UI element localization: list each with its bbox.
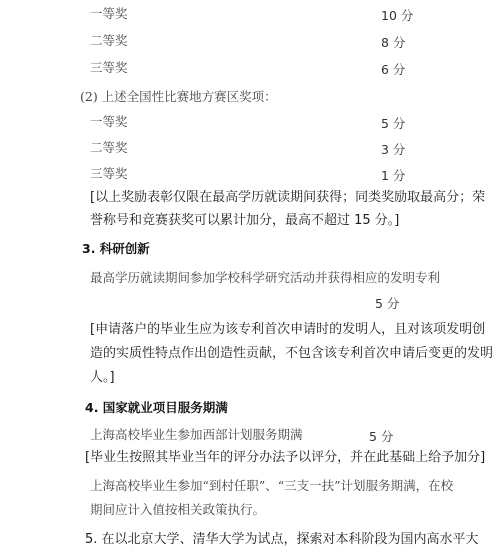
patent-note-line3: 人。] xyxy=(90,370,115,385)
western-program-item: 上海高校毕业生参加西部计划服务期满 xyxy=(90,427,303,442)
score-western-program: 5 分 xyxy=(369,429,394,444)
award-note-line1: [以上奖励表彰仅限在最高学历就读期间获得；同类奖励取最高分；荣 xyxy=(90,190,486,205)
section-5-heading: 5. 在以北京大学、清华大学为试点，探索对本科阶段为国内高水平大 xyxy=(85,532,479,547)
village-program-line2: 期间应计入值按相关政策执行。 xyxy=(90,502,266,517)
score-third-national: 6 分 xyxy=(381,62,406,77)
award-first-national: 一等奖 xyxy=(90,6,128,21)
score-third-regional: 1 分 xyxy=(381,168,406,183)
award-second-regional: 二等奖 xyxy=(90,140,128,155)
award-third-national: 三等奖 xyxy=(90,60,128,75)
score-research: 5 分 xyxy=(375,296,400,311)
award-second-national: 二等奖 xyxy=(90,33,128,48)
regional-awards-heading: (2) 上述全国性比赛地方赛区奖项： xyxy=(80,89,277,104)
scoring-note: [毕业生按照其毕业当年的评分办法予以评分，并在此基础上给予加分] xyxy=(85,450,486,465)
score-first-regional: 5 分 xyxy=(381,116,406,131)
award-third-regional: 三等奖 xyxy=(90,166,128,181)
section-3-heading: 3. 科研创新 xyxy=(82,241,150,256)
patent-note-line2: 造的实质性特点作出创造性贡献，不包含该专利首次申请后变更的发明 xyxy=(90,346,494,361)
score-first-national: 10 分 xyxy=(381,8,414,23)
patent-note-line1: [申请落户的毕业生应为该专利首次申请时的发明人，且对该项发明创 xyxy=(90,322,486,337)
score-second-national: 8 分 xyxy=(381,35,406,50)
award-note-line2: 誉称号和竞赛获奖可以累计加分，最高不超过 15 分。] xyxy=(90,213,400,228)
research-description: 最高学历就读期间参加学校科学研究活动并获得相应的发明专利 xyxy=(90,270,441,285)
score-second-regional: 3 分 xyxy=(381,142,406,157)
section-4-heading: 4. 国家就业项目服务期满 xyxy=(85,400,228,415)
village-program-line1: 上海高校毕业生参加“到村任职”、“三支一扶”计划服务期满，在校 xyxy=(90,478,454,493)
award-first-regional: 一等奖 xyxy=(90,114,128,129)
